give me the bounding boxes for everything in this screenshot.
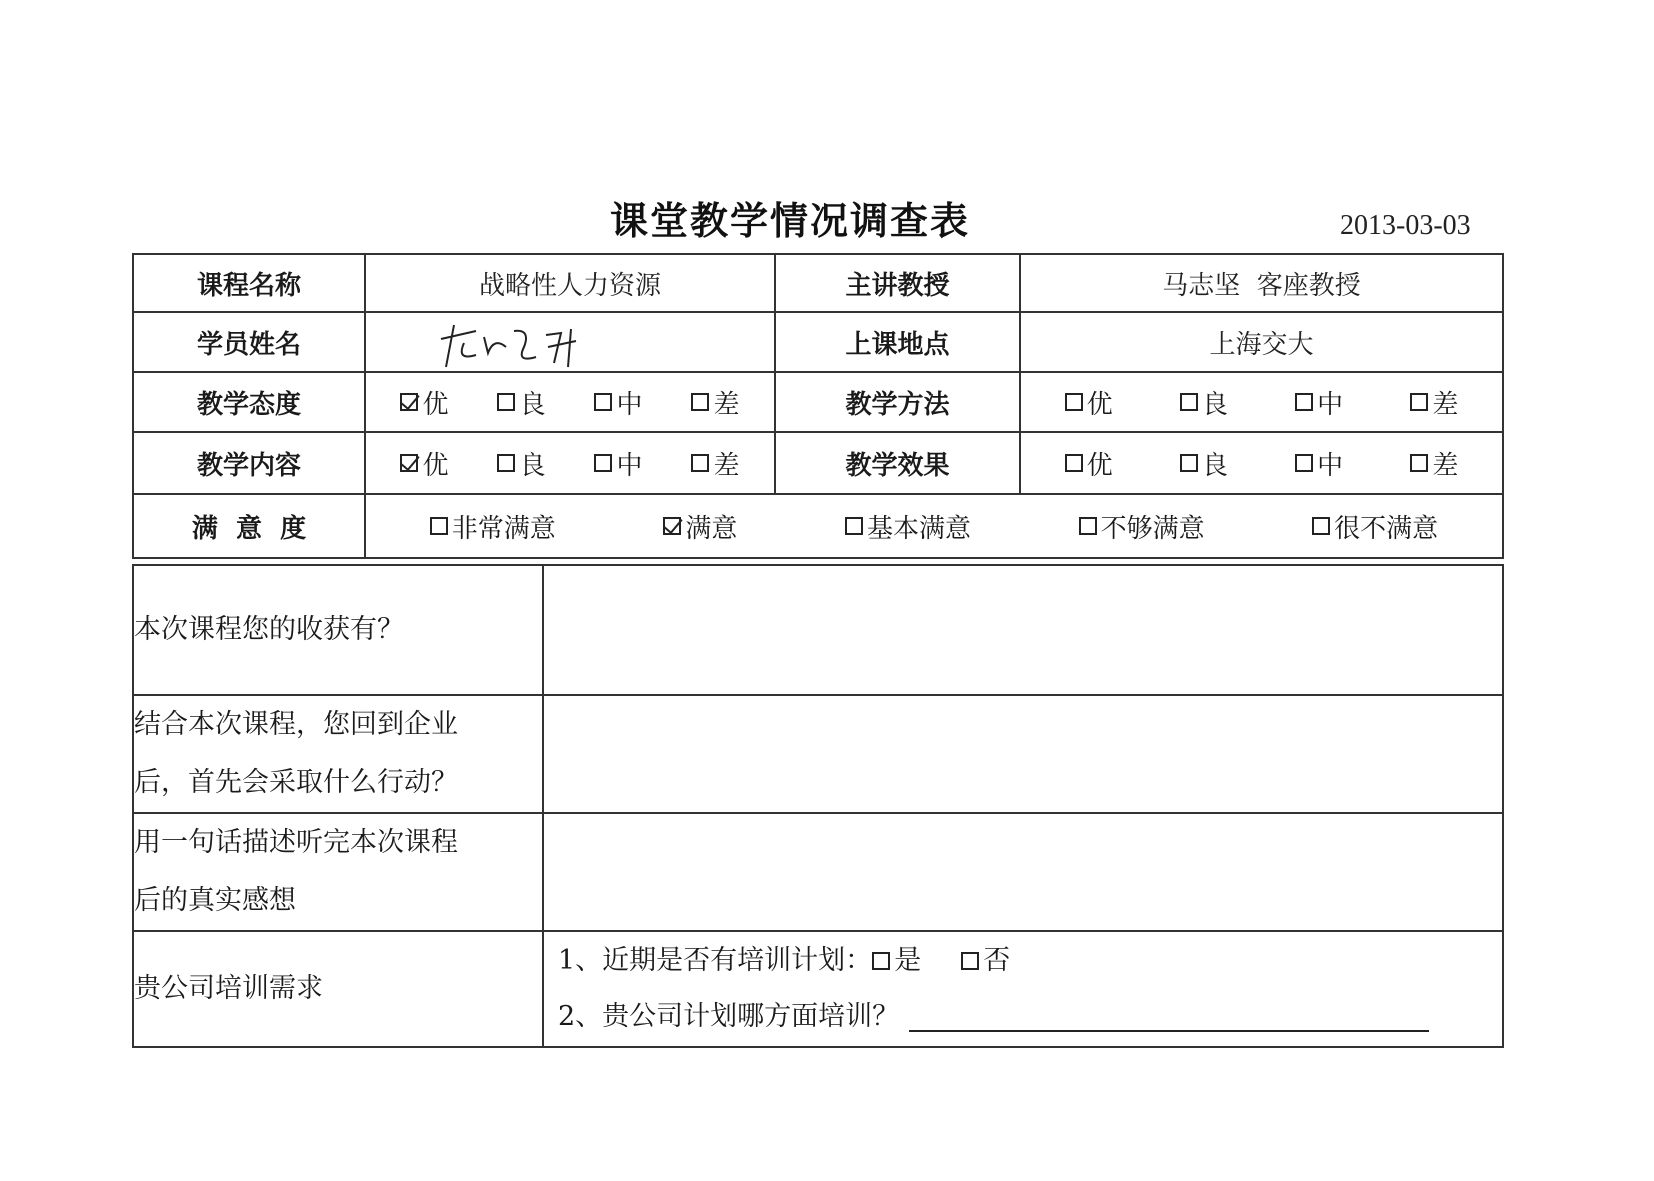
checkbox-icon[interactable] [1410,393,1428,411]
method-label: 教学方法 [775,372,1020,432]
student-name-label: 学员姓名 [133,312,365,372]
checkbox-icon[interactable] [1065,454,1083,472]
attitude-options [365,372,775,432]
content-option-poor[interactable]: 差 [691,445,739,482]
checkbox-icon[interactable] [1312,517,1330,535]
checkbox-icon[interactable] [1065,393,1083,411]
training-plan-line: 1、近期是否有培训计划： 是 否 [544,933,1502,989]
satisfaction-option-very-dissatisfied[interactable]: 很不满意 [1312,508,1438,545]
training-area-input[interactable] [909,1002,1429,1032]
effect-option-good[interactable]: 良 [1180,445,1228,482]
content-option-excellent[interactable]: 优 [400,445,448,482]
training-plan-yes[interactable]: 是 [872,933,921,989]
attitude-option-excellent[interactable]: 优 [400,384,448,421]
checkbox-checked-icon[interactable] [663,517,681,535]
question-training-needs: 贵公司培训需求 [133,931,543,1047]
question-gains: 本次课程您的收获有？ [133,565,543,695]
satisfaction-option-basically-satisfied[interactable]: 基本满意 [845,508,971,545]
effect-option-poor[interactable]: 差 [1410,445,1458,482]
checkbox-icon[interactable] [691,454,709,472]
checkbox-icon[interactable] [845,517,863,535]
course-name-value: 战略性人力资源 [365,254,775,312]
effect-option-fair[interactable]: 中 [1295,445,1343,482]
feedback-table [132,564,1504,1048]
checkbox-icon[interactable] [691,393,709,411]
checkbox-icon[interactable] [872,952,890,970]
checkbox-icon[interactable] [430,517,448,535]
attitude-option-good[interactable]: 良 [497,384,545,421]
checkbox-icon[interactable] [1295,454,1313,472]
content-option-good[interactable]: 良 [497,445,545,482]
attitude-option-poor[interactable]: 差 [691,384,739,421]
training-needs-answers [543,931,1503,1047]
effect-label: 教学效果 [775,432,1020,494]
satisfaction-options [365,494,1503,558]
method-option-fair[interactable]: 中 [1295,384,1343,421]
question-action: 结合本次课程，您回到企业 后，首先会采取什么行动？ [133,695,543,813]
checkbox-icon[interactable] [1180,393,1198,411]
attitude-label: 教学态度 [133,372,365,432]
effect-option-excellent[interactable]: 优 [1065,445,1113,482]
checkbox-icon[interactable] [1180,454,1198,472]
question-feeling: 用一句话描述听完本次课程 后的真实感想 [133,813,543,931]
attitude-option-fair[interactable]: 中 [594,384,642,421]
location-value: 上海交大 [1020,312,1503,372]
satisfaction-option-not-satisfied[interactable]: 不够满意 [1079,508,1205,545]
survey-table [132,253,1504,559]
method-options [1020,372,1503,432]
answer-action-field[interactable] [543,695,1503,813]
content-options [365,432,775,494]
method-option-good[interactable]: 良 [1180,384,1228,421]
content-label: 教学内容 [133,432,365,494]
satisfaction-label: 满 意 度 [133,494,365,558]
satisfaction-option-very-satisfied[interactable]: 非常满意 [430,508,556,545]
answer-feeling-field[interactable] [543,813,1503,931]
lecturer-value: 马志坚 客座教授 [1020,254,1503,312]
checkbox-icon[interactable] [1295,393,1313,411]
method-option-excellent[interactable]: 优 [1065,384,1113,421]
effect-options [1020,432,1503,494]
form-title: 课堂教学情况调查表 [610,199,971,243]
answer-gains-field[interactable] [543,565,1503,695]
checkbox-icon[interactable] [1079,517,1097,535]
checkbox-icon[interactable] [961,952,979,970]
student-name-field[interactable] [365,312,775,372]
content-option-fair[interactable]: 中 [594,445,642,482]
training-plan-no[interactable]: 否 [961,933,1010,989]
checkbox-icon[interactable] [594,393,612,411]
checkbox-checked-icon[interactable] [400,454,418,472]
checkbox-checked-icon[interactable] [400,393,418,411]
method-option-poor[interactable]: 差 [1410,384,1458,421]
lecturer-label: 主讲教授 [775,254,1020,312]
checkbox-icon[interactable] [497,393,515,411]
location-label: 上课地点 [775,312,1020,372]
satisfaction-option-satisfied[interactable]: 满意 [663,508,737,545]
form-date: 2013-03-03 [1340,210,1471,241]
checkbox-icon[interactable] [1410,454,1428,472]
checkbox-icon[interactable] [594,454,612,472]
course-name-label: 课程名称 [133,254,365,312]
training-area-line: 2、贵公司计划哪方面培训？ [544,989,1502,1045]
checkbox-icon[interactable] [497,454,515,472]
signature-image [436,317,636,372]
